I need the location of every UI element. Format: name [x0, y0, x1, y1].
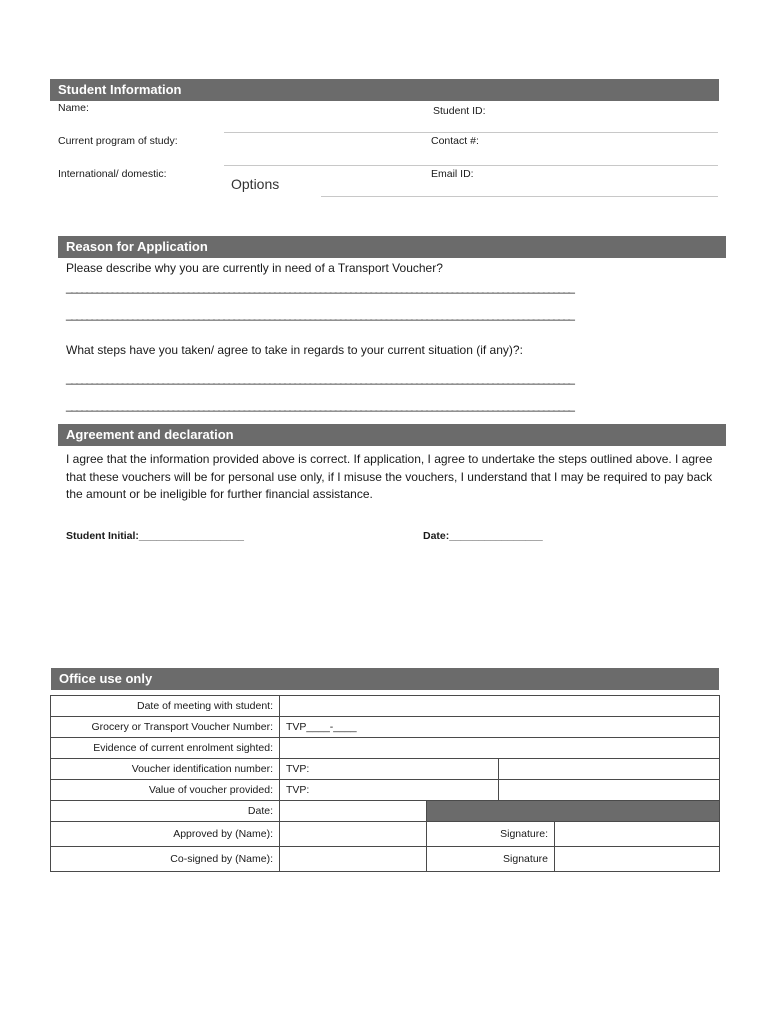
voucher-value-label: Value of voucher provided:: [51, 780, 280, 801]
shaded-cell: [427, 801, 720, 822]
agreement-header: Agreement and declaration: [58, 424, 726, 446]
approved-by-cell[interactable]: [280, 822, 427, 847]
table-row: [51, 738, 720, 759]
office-date-label: Date:: [51, 801, 280, 822]
student-initial-field[interactable]: Student Initial:__________________: [66, 530, 245, 542]
contact-label: Contact #:: [431, 135, 479, 147]
steps-answer-line-1[interactable]: ____________________________________________________________________________________________________: [66, 371, 574, 385]
office-use-header: Office use only: [51, 668, 719, 690]
date-field[interactable]: Date:________________: [423, 530, 543, 542]
reason-question-2: What steps have you taken/ agree to take in regards to your current situation (if any)?:: [66, 343, 523, 357]
meeting-date-cell[interactable]: [280, 696, 720, 717]
email-label: Email ID:: [431, 168, 474, 180]
name-label: Name:: [58, 102, 89, 114]
signature-1-cell[interactable]: [555, 822, 720, 847]
table-row: [51, 780, 720, 801]
table-row: [51, 696, 720, 717]
options-dropdown[interactable]: Options: [231, 176, 280, 192]
name-field-line[interactable]: [224, 132, 718, 133]
office-use-table: [50, 695, 720, 872]
approved-by-label: Approved by (Name):: [51, 822, 280, 847]
signature-2-cell[interactable]: [555, 847, 720, 872]
student-id-label: Student ID:: [433, 105, 486, 117]
voucher-value-extra-cell[interactable]: [499, 780, 720, 801]
meeting-date-label: Date of meeting with student:: [51, 696, 280, 717]
student-information-header: Student Information: [50, 79, 719, 101]
table-row: [51, 717, 720, 738]
table-row: [51, 847, 720, 872]
table-row: [51, 822, 720, 847]
international-domestic-label: International/ domestic:: [58, 168, 167, 180]
voucher-id-extra-cell[interactable]: [499, 759, 720, 780]
reason-question-1: Please describe why you are currently in need of a Transport Voucher?: [66, 261, 443, 275]
email-field-line[interactable]: [321, 196, 718, 197]
reason-header: Reason for Application: [58, 236, 726, 258]
voucher-value-cell[interactable]: TVP:: [280, 780, 499, 801]
signature-1-label: Signature:: [427, 822, 555, 847]
voucher-id-cell[interactable]: TVP:: [280, 759, 499, 780]
cosigned-by-cell[interactable]: [280, 847, 427, 872]
reason-answer-line-2[interactable]: ____________________________________________________________________________________________________: [66, 307, 574, 321]
program-label: Current program of study:: [58, 135, 178, 147]
reason-answer-line-1[interactable]: ____________________________________________________________________________________________________: [66, 280, 574, 294]
table-row: [51, 801, 720, 822]
office-date-cell[interactable]: [280, 801, 427, 822]
signature-2-label: Signature: [427, 847, 555, 872]
enrolment-label: Evidence of current enrolment sighted:: [51, 738, 280, 759]
agreement-text: I agree that the information provided above is correct. If application, I agree to undertake the steps outlined above. I agree that these vouchers will be for personal use only, if I misuse the vouchers, I understand that I may be required to pay back the amount or be ineligible for further financial assistance.: [66, 452, 713, 501]
voucher-number-cell[interactable]: TVP____-____: [280, 717, 720, 738]
table-row: [51, 759, 720, 780]
cosigned-by-label: Co-signed by (Name):: [51, 847, 280, 872]
program-field-line[interactable]: [224, 165, 718, 166]
enrolment-cell[interactable]: [280, 738, 720, 759]
steps-answer-line-2[interactable]: ____________________________________________________________________________________________________: [66, 398, 574, 412]
voucher-number-label: Grocery or Transport Voucher Number:: [51, 717, 280, 738]
voucher-id-label: Voucher identification number:: [51, 759, 280, 780]
